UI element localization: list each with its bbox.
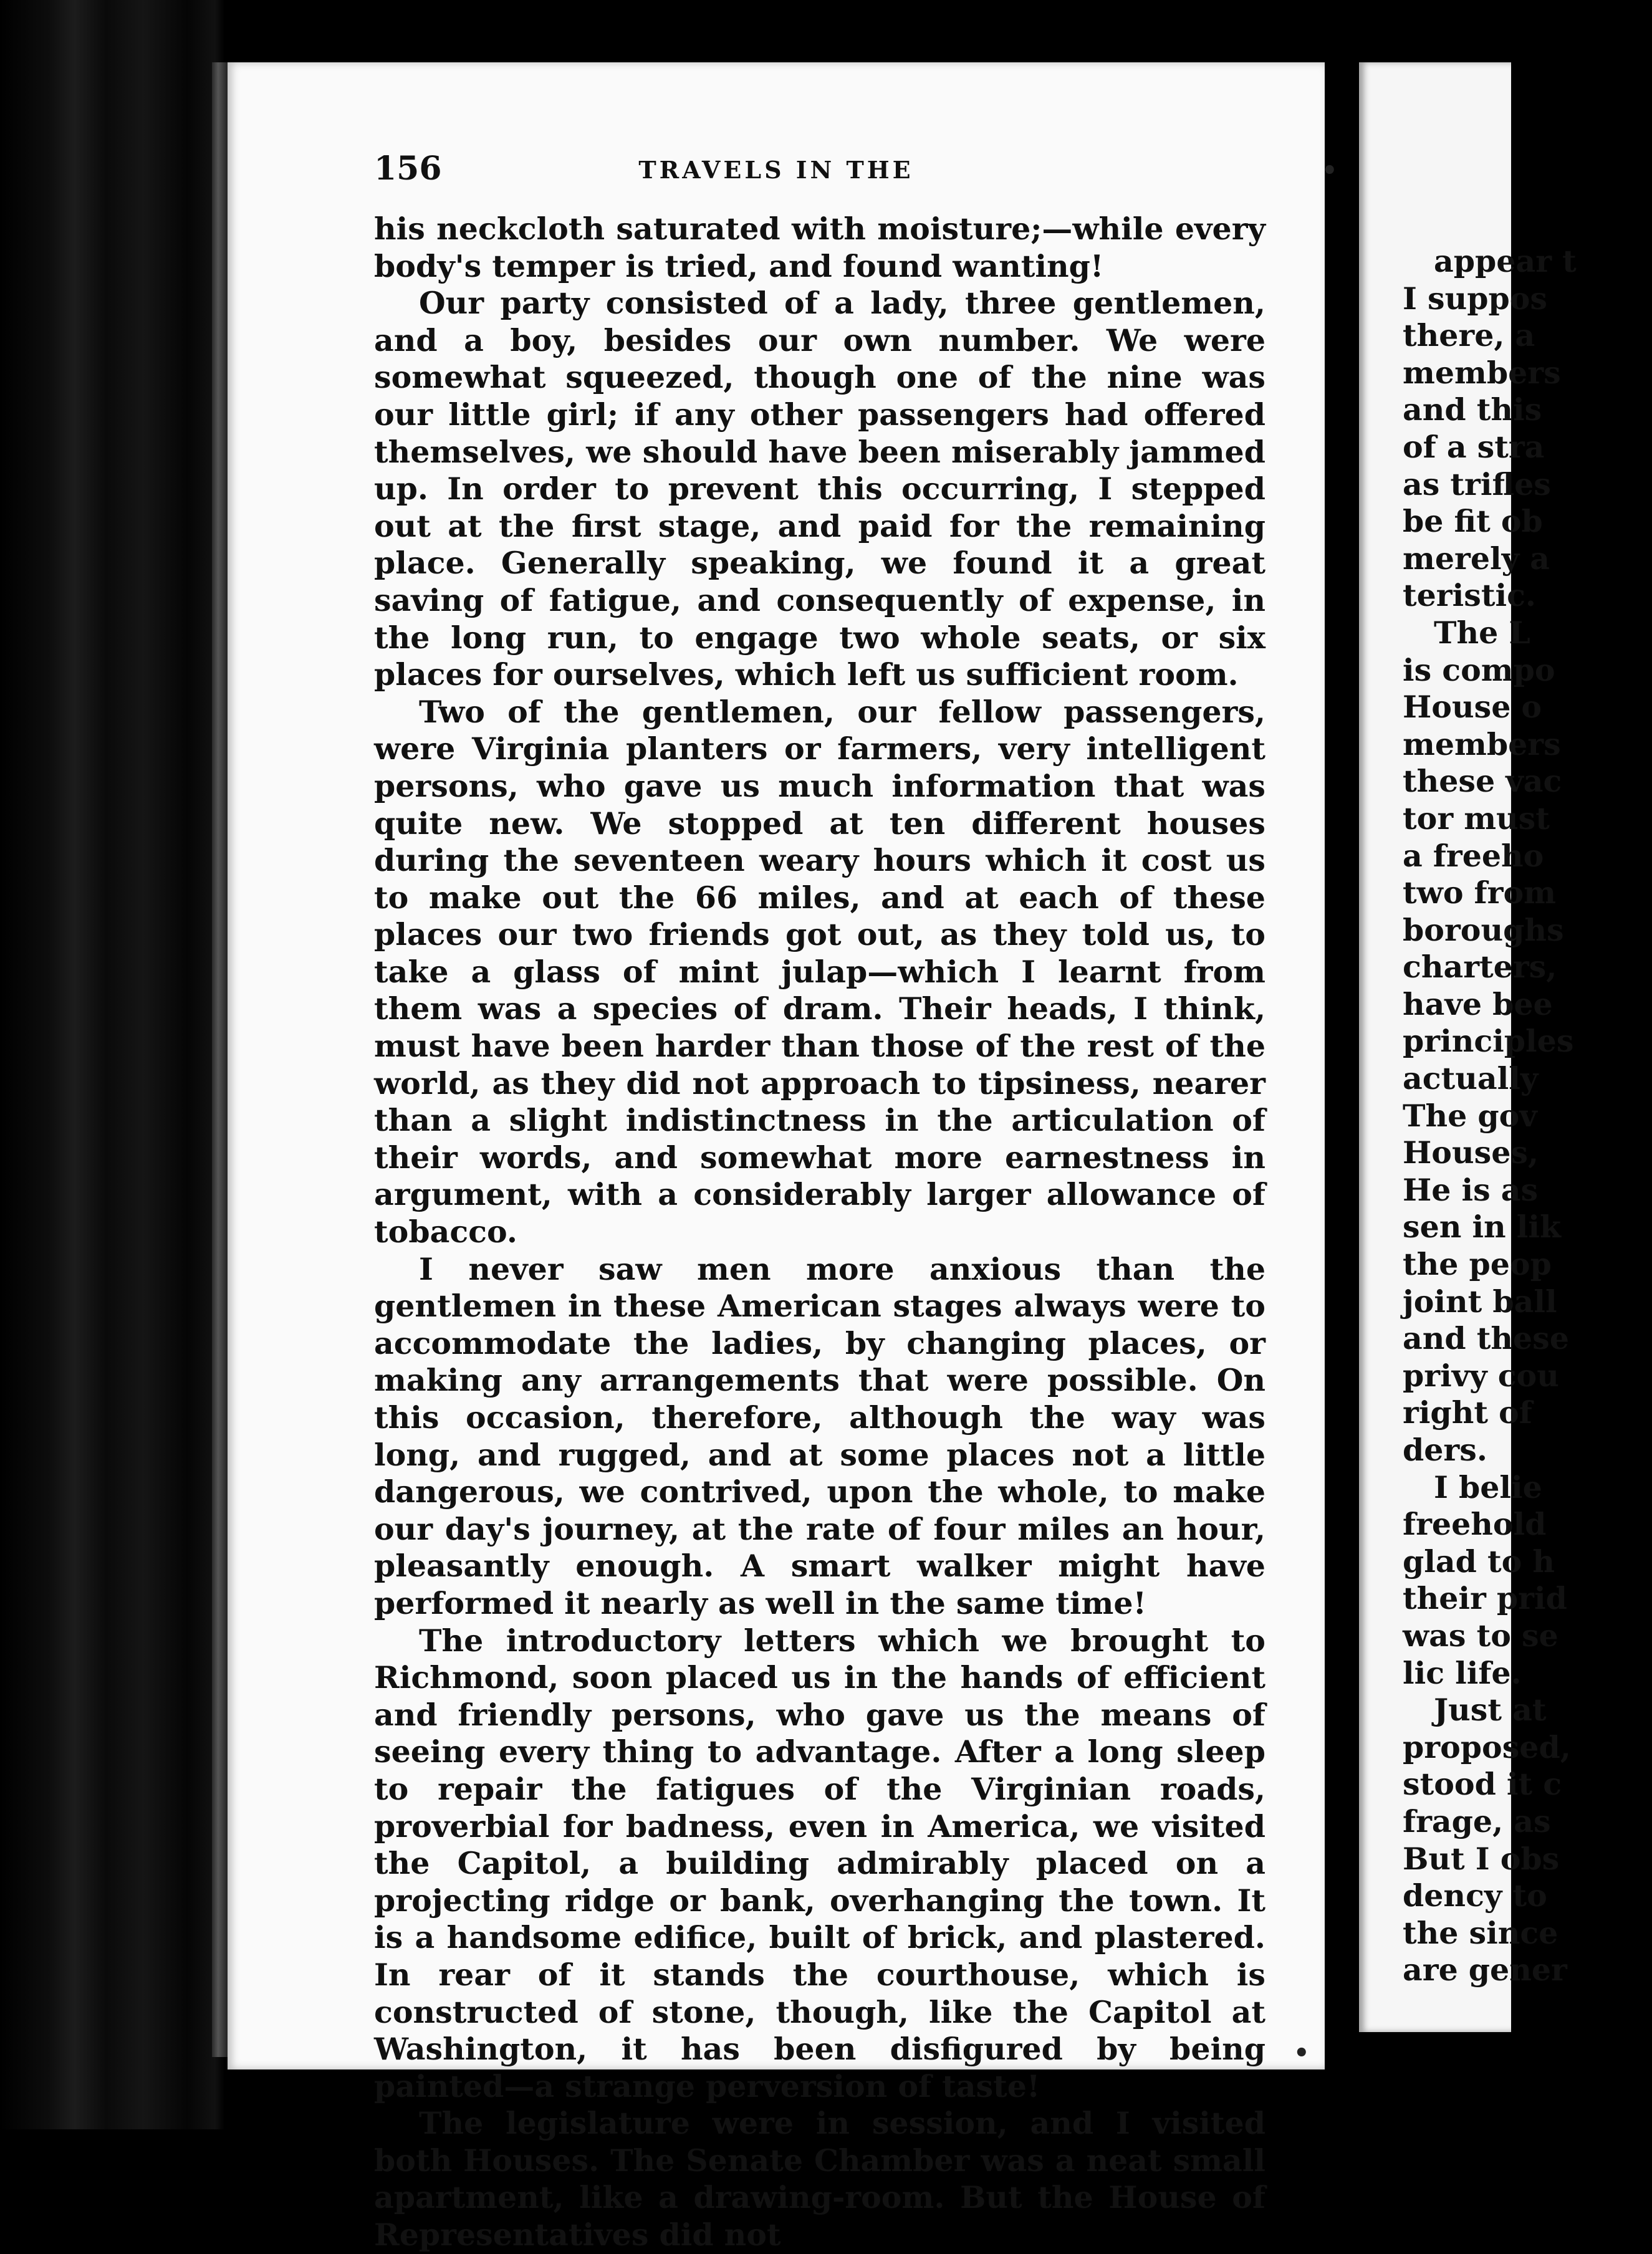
facing-page-line: as trifles (1403, 466, 1551, 502)
facing-page-line: frage, as (1403, 1803, 1551, 1839)
paragraph: his neckcloth saturated with moisture;—while every body's temper is tried, and found wanting! (374, 211, 1265, 284)
facing-page-line: the peop (1403, 1246, 1552, 1283)
facing-page-line: Houses, (1403, 1134, 1539, 1171)
facing-page-line: He is as (1403, 1171, 1539, 1208)
body-text (374, 211, 1265, 2254)
page-mark: • (1322, 156, 1338, 185)
facing-page-line: privy cou (1403, 1357, 1559, 1394)
facing-page-line: sen in lik (1403, 1209, 1561, 1245)
facing-page-line: of a stra (1403, 428, 1545, 465)
facing-page-line: proposed, (1403, 1729, 1571, 1765)
binding-edge (212, 62, 228, 2057)
facing-page-line: charters, (1403, 949, 1557, 986)
facing-page-line: stood it c (1403, 1766, 1562, 1803)
facing-page-line: freehold (1403, 1506, 1547, 1543)
facing-page-lines (1403, 243, 1652, 1989)
page-mark: • (1294, 2038, 1310, 2068)
facing-page-fragment (1359, 62, 1577, 2032)
paragraph: I never saw men more anxious than the gentlemen in these American stages always were to accommodate the ladies, by changing places, or making any arrangements that were possible. On this occasion, therefore, although the way was long, and rugged, and at some places not a little dangerous, we contrived, upon the whole, to make our day's journey, at the rate of four miles an hour, pleasantly enough. A smart walker might have performed it nearly as well in the same time! (374, 1250, 1265, 1621)
facing-page-line: glad to h (1403, 1543, 1555, 1580)
facing-page-line: and this (1403, 391, 1542, 428)
facing-page-line: be fit ob (1403, 503, 1543, 540)
facing-page-line: right of (1403, 1394, 1532, 1431)
facing-page-line: I suppos (1403, 280, 1547, 317)
facing-page-line: members (1403, 726, 1561, 762)
facing-page-line: tor must (1403, 800, 1550, 837)
page-number: 156 (374, 150, 442, 188)
facing-page-line: the since (1403, 1914, 1558, 1951)
facing-page-line: lic life. (1403, 1654, 1522, 1691)
facing-page-line: ders. (1403, 1432, 1487, 1468)
facing-page-line: their prid (1403, 1580, 1567, 1617)
facing-page-line: actually (1403, 1060, 1539, 1097)
paragraph: Two of the gentlemen, our fellow passengers, were Virginia planters or farmers, very intelligent persons, who gave us much information that was quite new. We stopped at ten different houses during the seventeen weary hours which it cost us to make out the 66 miles, and at each of these places our two friends got out, as they told us, to take a glass of mint julap—which I learnt from them was a species of dram. Their heads, I think, must have been harder than those of the rest of the world, as they did not approach to tipsiness, nearer than a slight indistinctness in the articulation of their words, and somewhat more earnestness in argument, with a considerably larger allowance of tobacco. (374, 693, 1265, 1250)
facing-page-line: teristic. (1403, 577, 1536, 614)
facing-page-line: is compo (1403, 651, 1555, 688)
book-binding (0, 0, 224, 2129)
facing-page-line: members (1403, 354, 1561, 391)
left-page (228, 62, 1325, 2253)
facing-page-line: But I obs (1403, 1840, 1560, 1877)
facing-page-line: merely a (1403, 540, 1550, 577)
facing-page-line: these vac (1403, 763, 1562, 800)
running-head: TRAVELS IN THE (638, 156, 914, 184)
paragraph: The legislature were in session, and I visited both Houses. The Senate Chamber was a neat small apartment, like a drawing-room. But the House of Representatives did not (374, 2105, 1265, 2253)
facing-page-line: was to se (1403, 1617, 1558, 1654)
facing-page-line: there, a (1403, 317, 1535, 354)
facing-page-line: boroughs (1403, 911, 1564, 948)
paragraph: The introductory letters which we brought to Richmond, soon placed us in the hands of efficient and friendly persons, who gave us the means of seeing every thing to advantage. After a long sleep to repair the fatigues of the Virginian roads, proverbial for badness, even in America, we visited the Capitol, a building admirably placed on a projecting ridge or bank, overhanging the town. It is a handsome edifice, built of brick, and plastered. In rear of it stands the courthouse, which is constructed of stone, though, like the Capitol at Washington, it has been disfigured by being painted—a strange perversion of taste! (374, 1622, 1265, 2104)
facing-page-line: a freeho (1403, 837, 1544, 874)
facing-page-line: House o (1403, 689, 1542, 726)
facing-page-line: are gener (1403, 1952, 1567, 1988)
paragraph: Our party consisted of a lady, three gentlemen, and a boy, besides our own number. We were somewhat squeezed, though one of the nine was our little girl; if any other passengers had offered themselves, we should have been miserably jammed up. In order to prevent this occurring, I stepped out at the first stage, and paid for the remaining place. Generally speaking, we found it a great saving of fatigue, and consequently of expense, in the long run, to engage two whole seats, or six places for ourselves, which left us sufficient room. (374, 285, 1265, 693)
facing-page-line: The gov (1403, 1097, 1537, 1134)
facing-page-line: dency to (1403, 1878, 1547, 1914)
facing-page-line: and these (1403, 1320, 1569, 1357)
facing-page-line: two from (1403, 875, 1556, 911)
facing-page-line: Just at (1434, 1692, 1547, 1729)
facing-page-line: I belie (1434, 1469, 1542, 1505)
facing-page-line: The L (1434, 614, 1530, 651)
facing-page-line: appear t (1434, 243, 1577, 279)
facing-page-line: have bee (1403, 986, 1553, 1022)
facing-page-line: joint ball (1403, 1283, 1557, 1320)
facing-page-line: principles (1403, 1023, 1574, 1060)
